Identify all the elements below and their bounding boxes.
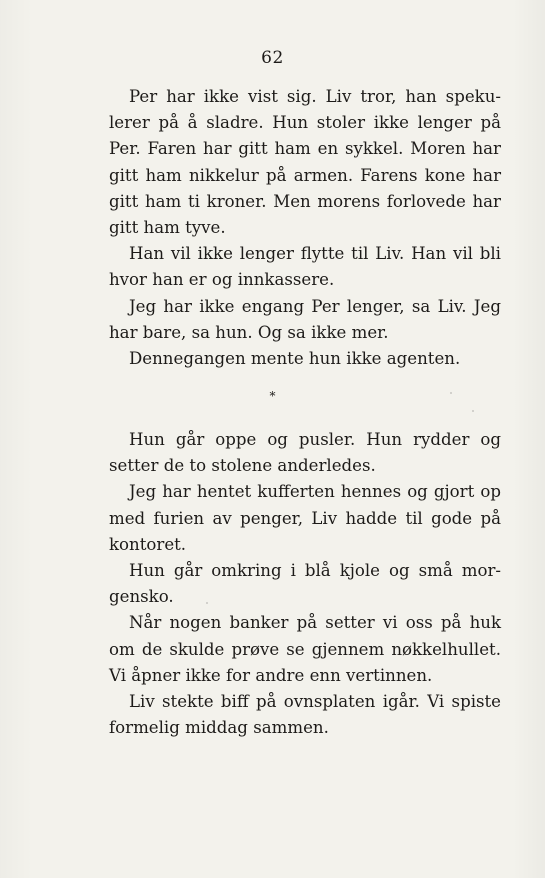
paper-speck [206, 602, 208, 604]
paragraph: Når nogen banker på setter vi oss på huk om de skulde prøve se gjennem nøkkelhullet. Vi åpner ikke for andre enn vertinnen. [109, 613, 501, 685]
paragraph: Per har ikke vist sig. Liv tror, han spekulerer på å sladre. Hun stoler ikke lenger på Per. Faren har gitt ham en sykkel. Moren har gitt ham nikkelur på armen. Farens kone har gitt ham ti kroner. Men morens forlovede har gitt ham tyve. [109, 87, 501, 238]
paragraph: Liv stekte biff på ovnsplaten igår. Vi spiste formelig middag sammen. [109, 692, 501, 738]
paragraph: Hun går oppe og pusler. Hun rydder og setter de to stolene anderledes. [109, 430, 501, 476]
paragraph: Han vil ikke lenger flytte til Liv. Han vil bli hvor han er og innkassere. [109, 244, 501, 290]
page-number: 62 [261, 48, 284, 68]
paragraph: Dennegangen mente hun ikke agenten. [129, 349, 461, 369]
section-break-asterisk: * [269, 389, 276, 403]
paper-speck [472, 410, 474, 412]
text-section-after-break [109, 427, 501, 741]
text-section-before-break [109, 84, 501, 372]
paper-speck [450, 392, 452, 394]
paragraph: Jeg har hentet kufferten hennes og gjort op med furien av penger, Liv hadde til gode på kontoret. [109, 482, 501, 554]
paragraph: Hun går omkring i blå kjole og små morgensko. [109, 561, 501, 607]
paragraph: Jeg har ikke engang Per lenger, sa Liv. Jeg har bare, sa hun. Og sa ikke mer. [109, 296, 501, 342]
